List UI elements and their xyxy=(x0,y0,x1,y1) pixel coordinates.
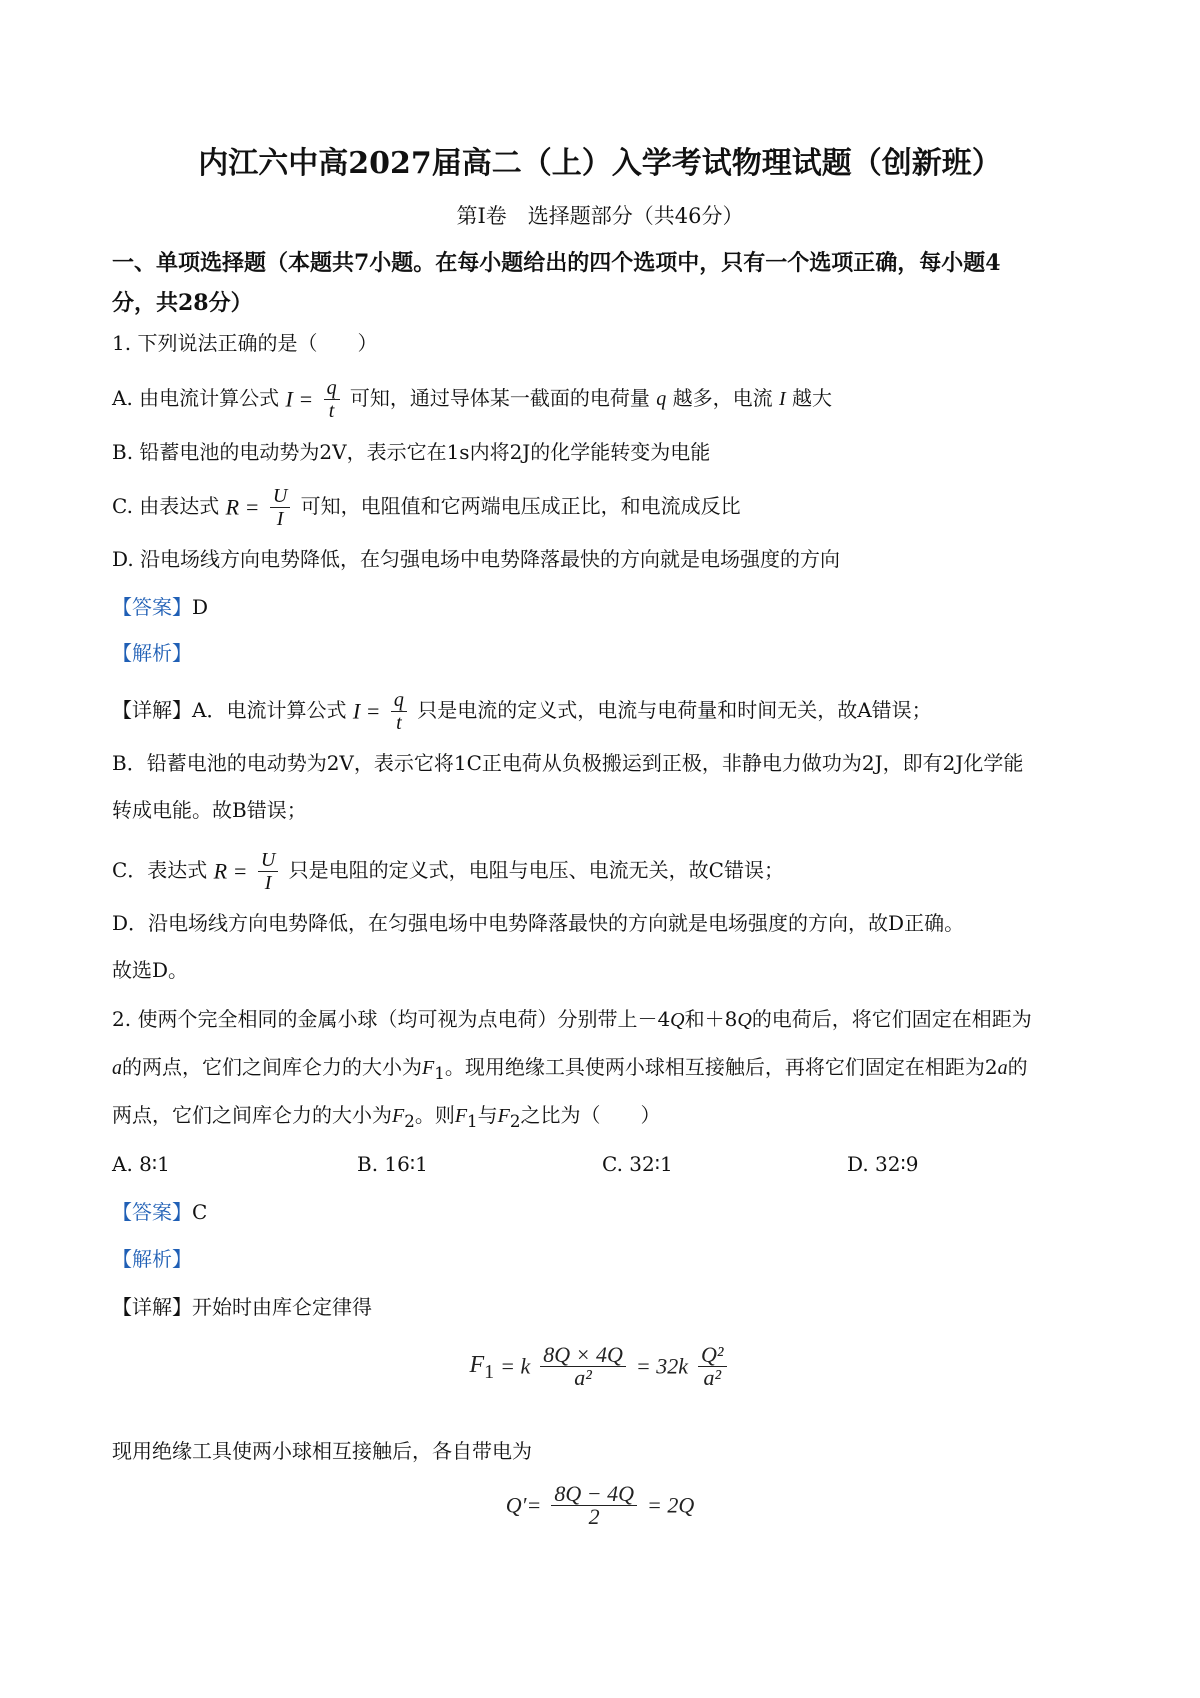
q1-detail-a xyxy=(112,690,932,733)
q1-detail-a-formula-lhs: I = xyxy=(352,698,381,724)
q2-formula-q-fraction xyxy=(551,1481,637,1529)
page-subtitle: 第Ⅰ卷 选择题部分（共46分） xyxy=(456,204,744,228)
q2-formula-f1-eq2: = 32k xyxy=(635,1353,689,1379)
q1-detail-b-line1: B．铅蓄电池的电动势为2V，表示它将1C正电荷从负极搬运到正极，非静电力做功为2J，即有2J化学能 xyxy=(112,751,1024,775)
q1-option-c-prefix: C. 由表达式 xyxy=(112,494,220,518)
q2-formula-f1 xyxy=(0,1342,1200,1390)
q1-option-a-var-i: I xyxy=(779,388,786,410)
q1-answer-value: D xyxy=(192,595,209,619)
q1-option-a xyxy=(112,378,832,421)
q2-var-f2: F xyxy=(392,1105,405,1127)
q2-formula-f1-sub: 1 xyxy=(484,1360,495,1383)
q2-formula-q-num: 8Q − 4Q xyxy=(551,1484,637,1506)
q1-option-c-text: 可知，电阻值和它两端电压成正比，和电流成反比 xyxy=(300,494,741,518)
q2-stem-line3 xyxy=(112,1100,660,1137)
q2-stem-line3-c: 与 xyxy=(477,1103,498,1127)
page-title: 内江六中高2027届高二（上）入学考试物理试题（创新班） xyxy=(198,146,1002,181)
q2-formula-f1-lhs: F xyxy=(469,1352,485,1379)
q1-detail-a-fraction xyxy=(391,690,407,733)
q2-var-f2b: F xyxy=(497,1105,510,1127)
q2-stem-line1-a: 2. 使两个完全相同的金属小球（均可视为点电荷）分别带上－4 xyxy=(112,1007,671,1031)
q2-formula-f1-fraction1 xyxy=(540,1342,626,1390)
q2-answer xyxy=(112,1197,207,1227)
q1-option-a-denominator: t xyxy=(328,400,335,422)
q2-stem-line3-b: 。则 xyxy=(414,1103,455,1127)
q2-stem-line1-c: 的电荷后，将它们固定在相距为 xyxy=(751,1007,1032,1031)
q2-formula-q-rhs: = 2Q xyxy=(646,1492,695,1518)
q2-stem-line2-a: 的两点，它们之间库仑力的大小为 xyxy=(122,1055,422,1079)
q2-var-f2-sub: 2 xyxy=(404,1112,415,1131)
q2-stem-line1-b: 和＋8 xyxy=(684,1007,738,1031)
q1-detail-c-numerator: U xyxy=(258,850,278,872)
q1-option-c-formula-lhs: R = xyxy=(225,494,260,520)
q2-var-a2: a xyxy=(997,1057,1008,1079)
q2-option-d: D. 32∶9 xyxy=(847,1152,919,1176)
q1-detail-a-denominator: t xyxy=(396,712,402,734)
q1-option-a-formula-lhs: I = xyxy=(285,386,314,412)
q1-option-c-denominator: I xyxy=(276,508,284,530)
q2-formula-f1-num1: 8Q × 4Q xyxy=(540,1345,626,1367)
q1-option-c-fraction xyxy=(270,486,290,529)
q1-option-c xyxy=(112,486,741,529)
q2-var-f2b-sub: 2 xyxy=(509,1112,521,1131)
q1-detail-a-numerator: q xyxy=(391,690,407,712)
q2-var-f1b: F xyxy=(454,1105,468,1127)
q1-option-b: B. 铅蓄电池的电动势为2V，表示它在1s内将2J的化学能转变为电能 xyxy=(112,440,711,464)
q1-stem: 1. 下列说法正确的是（ ） xyxy=(112,331,378,355)
section-heading-line2: 分，共28分） xyxy=(112,290,253,316)
q2-stem-line2-b: 。现用绝缘工具使两小球相互接触后，再将它们固定在相距为2 xyxy=(444,1055,998,1079)
q2-stem-line1 xyxy=(112,1004,1032,1035)
q2-detail-line2: 现用绝缘工具使两小球相互接触后，各自带电为 xyxy=(112,1439,532,1463)
q1-detail-d: D．沿电场线方向电势降低，在匀强电场中电势降落最快的方向就是电场强度的方向，故D正确。 xyxy=(112,911,965,935)
q1-option-c-numerator: U xyxy=(270,486,290,508)
q2-stem-line3-a: 两点，它们之间库仑力的大小为 xyxy=(112,1103,392,1127)
q2-option-c: C. 32∶1 xyxy=(602,1152,673,1176)
q2-var-f1: F xyxy=(422,1057,435,1079)
q2-stem-line2-c: 的 xyxy=(1007,1055,1028,1079)
q2-detail-line1 xyxy=(112,1292,372,1322)
q1-analysis-tag: 【解析】 xyxy=(112,641,192,665)
q1-answer xyxy=(112,592,208,622)
q1-answer-tag: 【答案】 xyxy=(112,595,192,619)
q2-stem-line2 xyxy=(112,1052,1028,1089)
q2-answer-tag: 【答案】 xyxy=(112,1200,192,1224)
q2-answer-value: C xyxy=(192,1200,208,1224)
q2-formula-q xyxy=(0,1481,1200,1529)
q1-option-a-text2: 越多，电流 xyxy=(672,386,773,410)
q1-option-a-prefix: A. 由电流计算公式 xyxy=(112,386,280,410)
q1-option-a-text: 可知，通过导体某一截面的电荷量 xyxy=(349,386,650,410)
q1-option-a-var-q: q xyxy=(656,388,667,410)
q1-detail-c-formula-lhs: R = xyxy=(213,858,248,884)
q2-formula-f1-den1: a² xyxy=(574,1365,592,1390)
q1-detail-b-line2: 转成电能。故B错误； xyxy=(112,798,307,822)
q2-analysis-tag: 【解析】 xyxy=(112,1247,192,1271)
q2-detail-text1: 开始时由库仑定律得 xyxy=(192,1295,372,1319)
q2-formula-f1-den2: a² xyxy=(703,1365,722,1390)
q1-detail-tag: 【详解】 xyxy=(112,698,192,722)
q2-var-a: a xyxy=(112,1057,122,1079)
q1-detail-c-text: 只是电阻的定义式，电阻与电压、电流无关，故C错误； xyxy=(288,858,784,882)
q2-formula-f1-eq: = k xyxy=(500,1353,531,1379)
q2-detail-tag: 【详解】 xyxy=(112,1295,192,1319)
q2-var-f1b-sub: 1 xyxy=(467,1112,478,1131)
q2-var-q2: Q xyxy=(737,1009,752,1031)
q1-detail-a-prefix: A．电流计算公式 xyxy=(192,698,347,722)
q2-var-f1-sub: 1 xyxy=(434,1064,445,1083)
q2-stem-line3-d: 之比为（ ） xyxy=(520,1103,661,1127)
q1-detail-c-prefix: C．表达式 xyxy=(112,858,208,882)
q1-detail-c xyxy=(112,850,784,893)
q2-formula-f1-fraction2 xyxy=(698,1342,726,1390)
q1-detail-c-denominator: I xyxy=(264,872,272,894)
q1-detail-a-text: 只是电流的定义式，电流与电荷量和时间无关，故A错误； xyxy=(417,698,932,722)
q2-formula-q-den: 2 xyxy=(588,1504,600,1529)
q2-var-q1: Q xyxy=(670,1009,685,1031)
q1-option-a-fraction xyxy=(324,378,340,421)
q1-detail-c-fraction xyxy=(258,850,278,893)
q1-conclusion: 故选D。 xyxy=(112,958,189,982)
q2-option-a: A. 8∶1 xyxy=(112,1152,170,1176)
q1-option-a-text3: 越大 xyxy=(792,386,833,410)
q1-option-a-numerator: q xyxy=(324,378,340,400)
q2-option-b: B. 16∶1 xyxy=(357,1152,428,1176)
q1-option-d: D. 沿电场线方向电势降低，在匀强电场中电势降落最快的方向就是电场强度的方向 xyxy=(112,547,841,571)
q2-formula-q-lhs: Q′= xyxy=(505,1492,542,1518)
q2-formula-f1-num2: Q² xyxy=(698,1345,726,1367)
section-heading-line1: 一、单项选择题（本题共7小题。在每小题给出的四个选项中，只有一个选项正确，每小题4 xyxy=(112,250,1001,276)
